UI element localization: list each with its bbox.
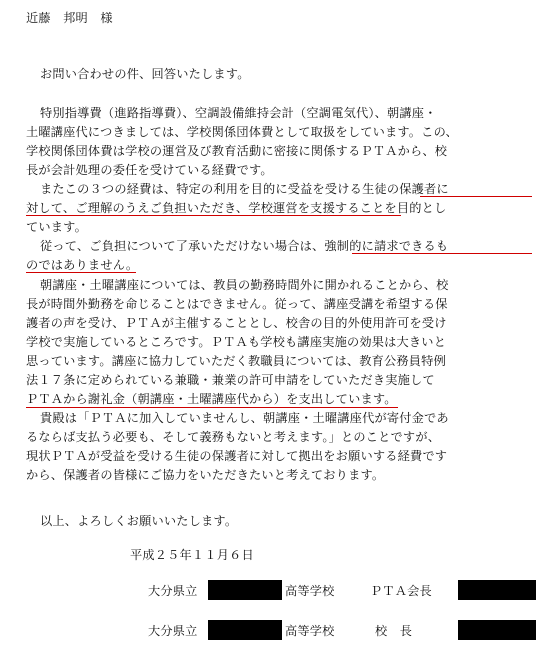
red-underline [26, 272, 136, 273]
paragraph-line: 現状ＰＴＡが受益を受ける生徒の保護者に対して拠出をお願いする経費です [26, 449, 448, 463]
red-underline [26, 215, 401, 216]
greeting: お問い合わせの件、回答いたします。 [40, 67, 250, 81]
red-underline [26, 407, 398, 408]
closing: 以上、よろしくお願いいたします。 [40, 514, 238, 528]
red-underline [352, 253, 532, 254]
paragraph-line: 法１７条に定められている兼職・兼業の許可申請をしていただき実施して [26, 373, 435, 387]
redaction-block [458, 620, 536, 640]
paragraph-line: 学校関係団体費は学校の運営及び教育活動に密接に関係するＰＴＡから、校 [26, 144, 448, 158]
signature-school: 高等学校 [285, 624, 335, 638]
paragraph-line: から、保護者の皆様にご協力をいただきたいと考えております。 [26, 468, 385, 482]
paragraph-line: るならば支払う必要も、そして義務もないと考えます。」とのことですが、 [26, 430, 441, 444]
paragraph-line: 土曜講座代につきましては、学校関係団体費として取扱をしています。この、 [26, 125, 458, 139]
signature-school: 高等学校 [285, 584, 335, 598]
signature-prefix: 大分県立 [148, 624, 198, 638]
red-underline [420, 196, 532, 197]
redaction-block [208, 620, 282, 640]
redaction-block [458, 580, 536, 600]
signature-title: ＰＴＡ会長 [370, 584, 432, 598]
paragraph-line: 特別指導費（進路指導費）、空調設備維持会計（空調電気代）、朝講座・ [40, 106, 437, 120]
paragraph-line: ＰＴＡから謝礼金（朝講座・土曜講座代から）を支出しています。 [26, 392, 397, 406]
date: 平成２５年１１月６日 [130, 548, 254, 562]
signature-title: 校 長 [375, 624, 413, 638]
paragraph-line: 貴殿は「ＰＴＡに加入していませんし、朝講座・土曜講座代が寄付金であ [40, 411, 449, 425]
signature-prefix: 大分県立 [148, 584, 198, 598]
paragraph-line: 対して、ご理解のうえご負担いただき、学校運営を支援することを目的とし [26, 201, 447, 215]
addressee: 近藤 邦明 様 [26, 11, 113, 25]
paragraph-line: 護者の声を受け、ＰＴＡが主催することとし、校舎の目的外使用許可を受け [26, 316, 447, 330]
paragraph-line: ています。 [26, 220, 87, 234]
paragraph-line: 長が時間外勤務を命じることはできません。従って、講座受講を希望する保 [26, 297, 448, 311]
paragraph-line: 思っています。講座に協力していただく教職員については、教育公務員特例 [26, 354, 446, 368]
paragraph-line: またこの３つの経費は、特定の利用を目的に受益を受ける生徒の保護者に [40, 182, 449, 196]
redaction-block [208, 580, 282, 600]
paragraph-line: 朝講座・土曜講座については、教員の勤務時間外に開かれることから、校 [40, 278, 449, 292]
paragraph-line: 従って、ご負担について了承いただけない場合は、強制的に請求できるも [40, 239, 449, 253]
paragraph-line: 学校で実施しているところです。ＰＴＡも学校も講座実施の効果は大きいと [26, 335, 447, 349]
paragraph-line: のではありません。 [26, 258, 139, 272]
paragraph-line: 長が会計処理の委任を受けている経費です。 [26, 163, 273, 177]
